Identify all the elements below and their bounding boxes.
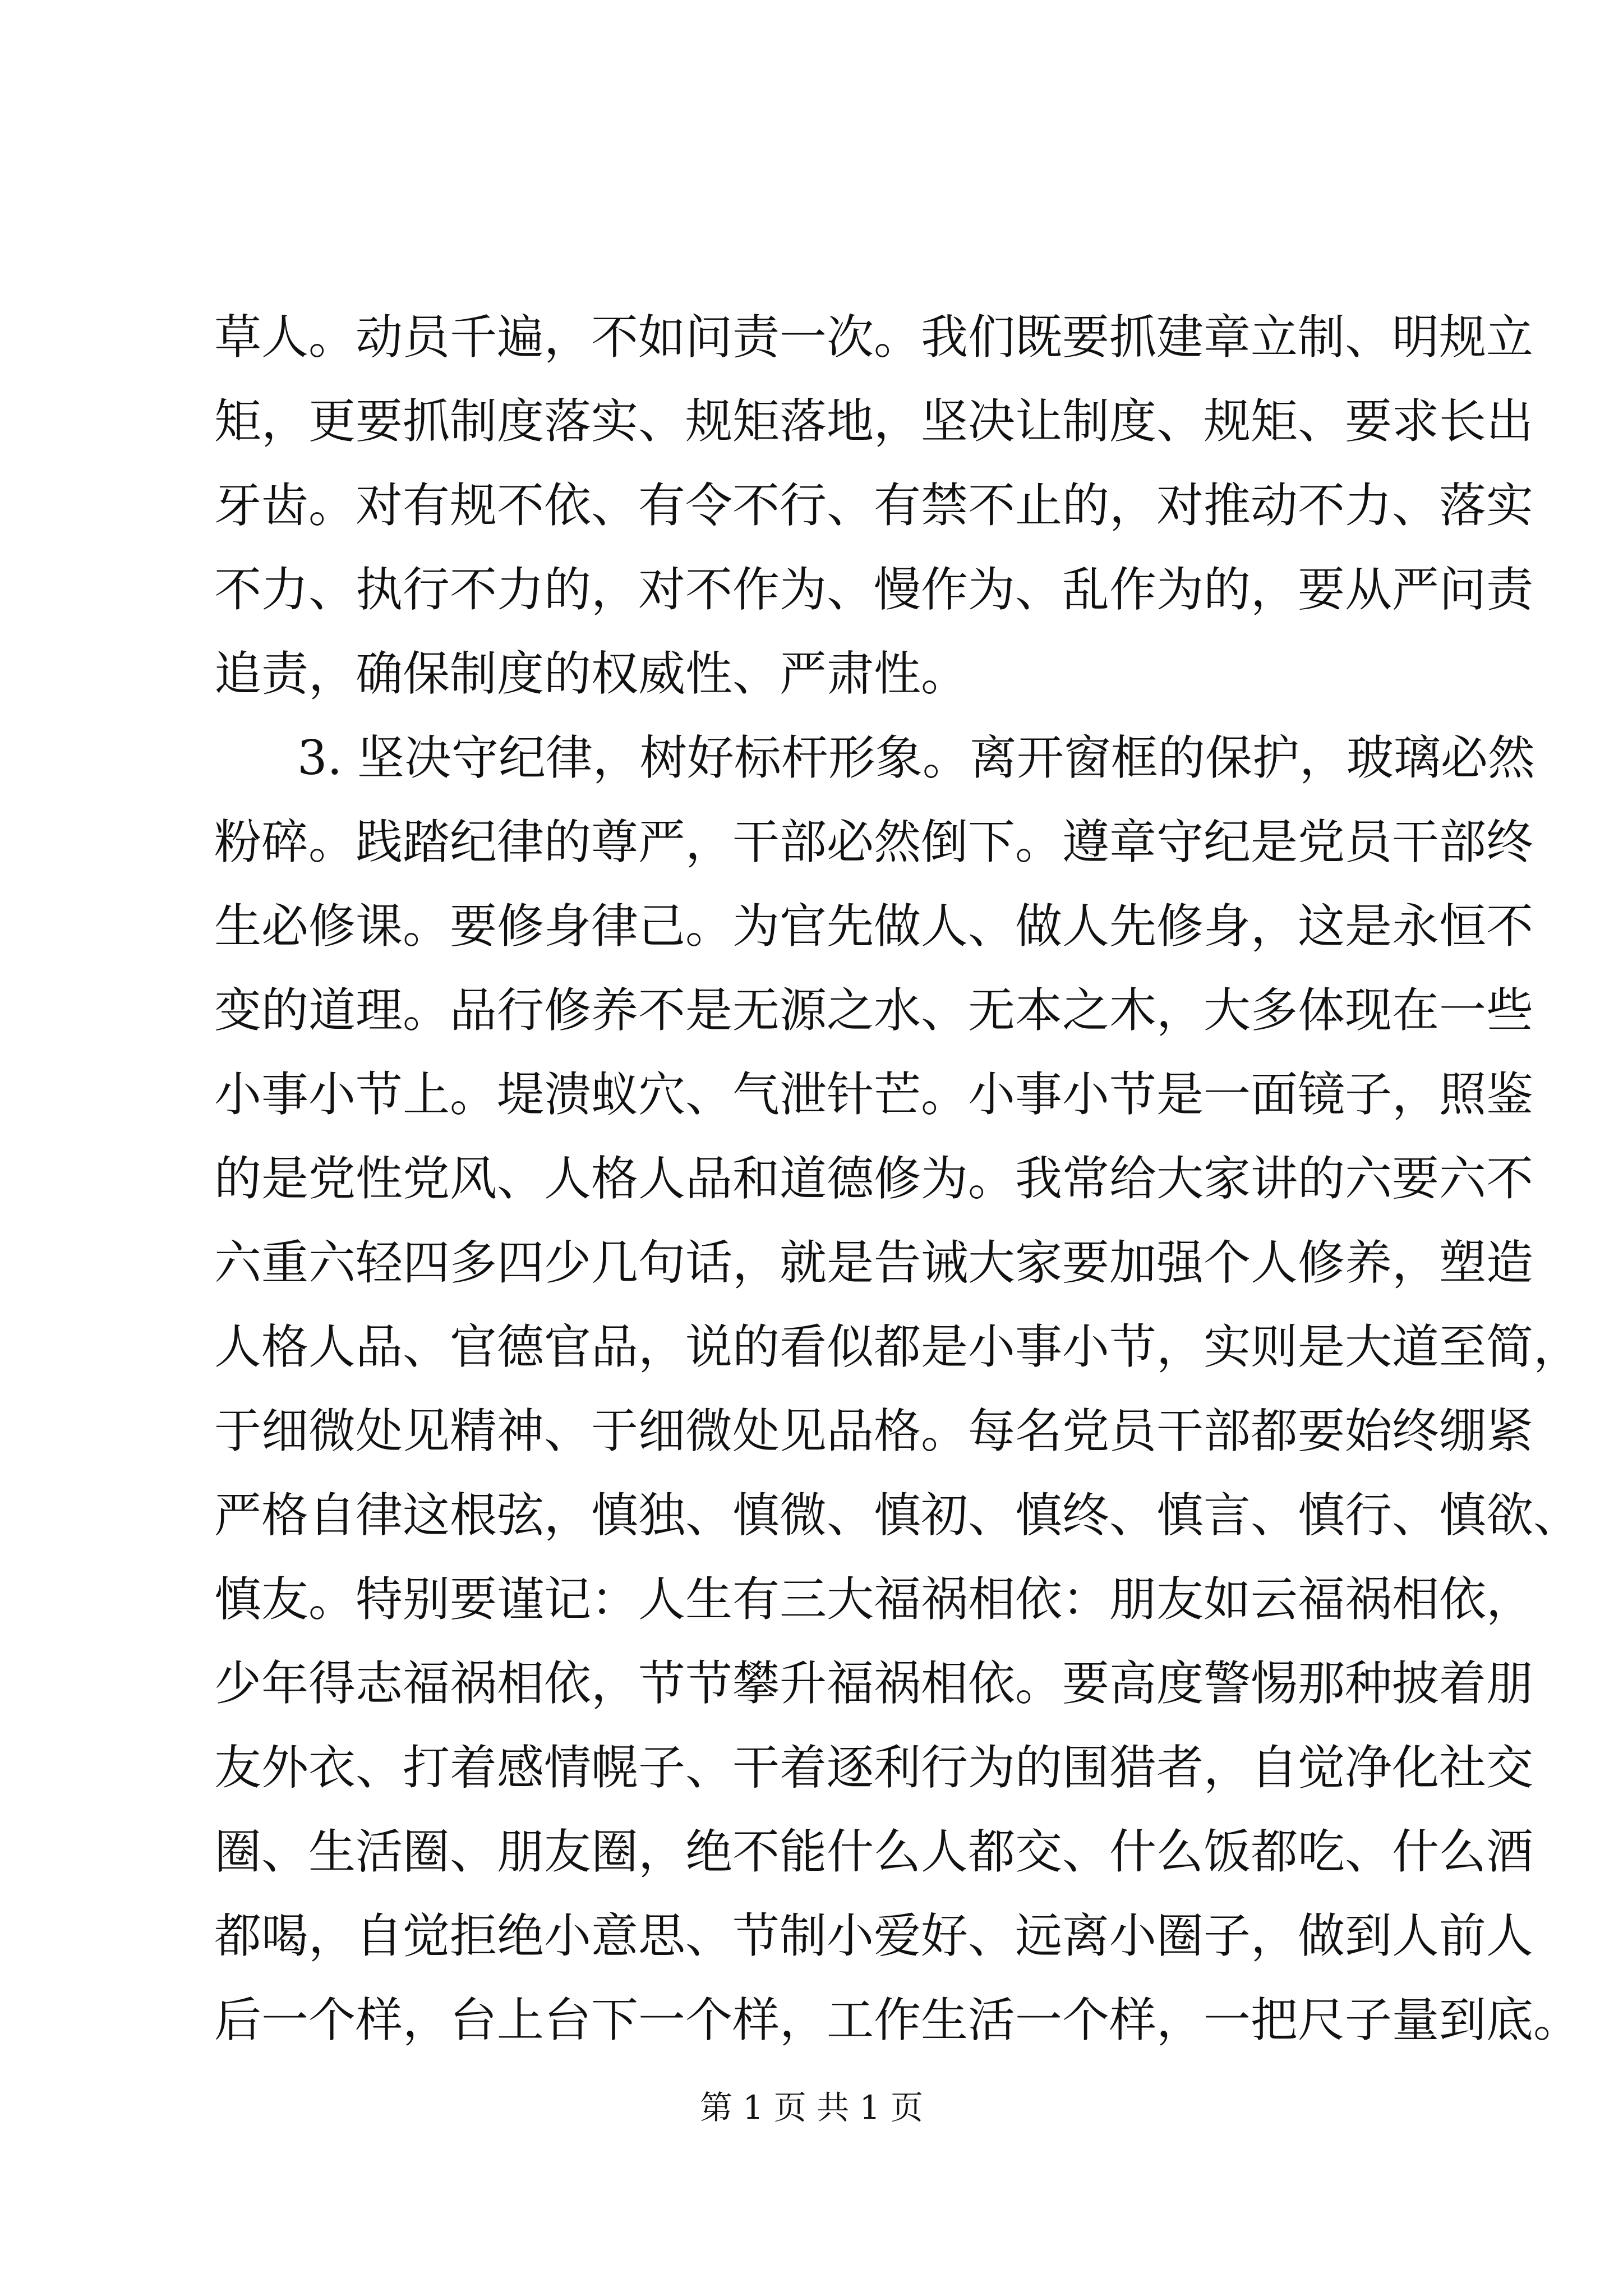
paragraph-1-line-1: 草人。动员千遍，不如问责一次。我们既要抓建章立制、明规立 [214, 310, 1534, 365]
paragraph-2-line-9: 于细微处见精神、于细微处见品格。每名党员干部都要始终绷紧 [214, 1404, 1534, 1458]
paragraph-2-line-14: 圈、生活圈、朋友圈，绝不能什么人都交、什么饭都吃、什么酒 [214, 1824, 1534, 1879]
paragraph-2-line-4: 变的道理。品行修养不是无源之水、无本之木，大多体现在一些 [214, 983, 1534, 1038]
paragraph-2-line-12: 少年得志福祸相依，节节攀升福祸相依。要高度警惕那种披着朋 [214, 1656, 1534, 1711]
paragraph-2-line-1: 3. 坚决守纪律，树好标杆形象。离开窗框的保护，玻璃必然 [297, 730, 1535, 785]
paragraph-2-line-10: 严格自律这根弦，慎独、慎微、慎初、慎终、慎言、慎行、慎欲、 [214, 1488, 1581, 1543]
paragraph-2-line-2: 粉碎。践踏纪律的尊严，干部必然倒下。遵章守纪是党员干部终 [214, 815, 1534, 869]
paragraph-2-line-15: 都喝，自觉拒绝小意思、节制小爱好、远离小圈子，做到人前人 [214, 1908, 1534, 1963]
paragraph-2-line-7: 六重六轻四多四少几句话，就是告诫大家要加强个人修养，塑造 [214, 1235, 1534, 1290]
paragraph-2-line-8: 人格人品、官德官品，说的看似都是小事小节，实则是大道至简， [214, 1319, 1581, 1374]
paragraph-2-line-13: 友外衣、打着感情幌子、干着逐利行为的围猎者，自觉净化社交 [214, 1740, 1534, 1795]
paragraph-2-line-16: 后一个样，台上台下一个样，工作生活一个样，一把尺子量到底。 [214, 1993, 1581, 2047]
page-number-footer: 第 1 页 共 1 页 [700, 2088, 923, 2127]
paragraph-2-line-3: 生必修课。要修身律己。为官先做人、做人先修身，这是永恒不 [214, 899, 1534, 954]
paragraph-1-line-2: 矩，更要抓制度落实、规矩落地，坚决让制度、规矩、要求长出 [214, 394, 1534, 449]
paragraph-1-line-5: 追责，确保制度的权威性、严肃性。 [214, 646, 969, 701]
paragraph-2-line-6: 的是党性党风、人格人品和道德修为。我常给大家讲的六要六不 [214, 1151, 1534, 1206]
paragraph-1-line-3: 牙齿。对有规不依、有令不行、有禁不止的，对推动不力、落实 [214, 478, 1534, 533]
paragraph-1-line-4: 不力、执行不力的，对不作为、慢作为、乱作为的，要从严问责 [214, 562, 1534, 617]
paragraph-2-line-5: 小事小节上。堤溃蚁穴、气泄针芒。小事小节是一面镜子，照鉴 [214, 1067, 1534, 1122]
paragraph-2-line-11: 慎友。特别要谨记：人生有三大福祸相依：朋友如云福祸相依， [214, 1572, 1534, 1627]
